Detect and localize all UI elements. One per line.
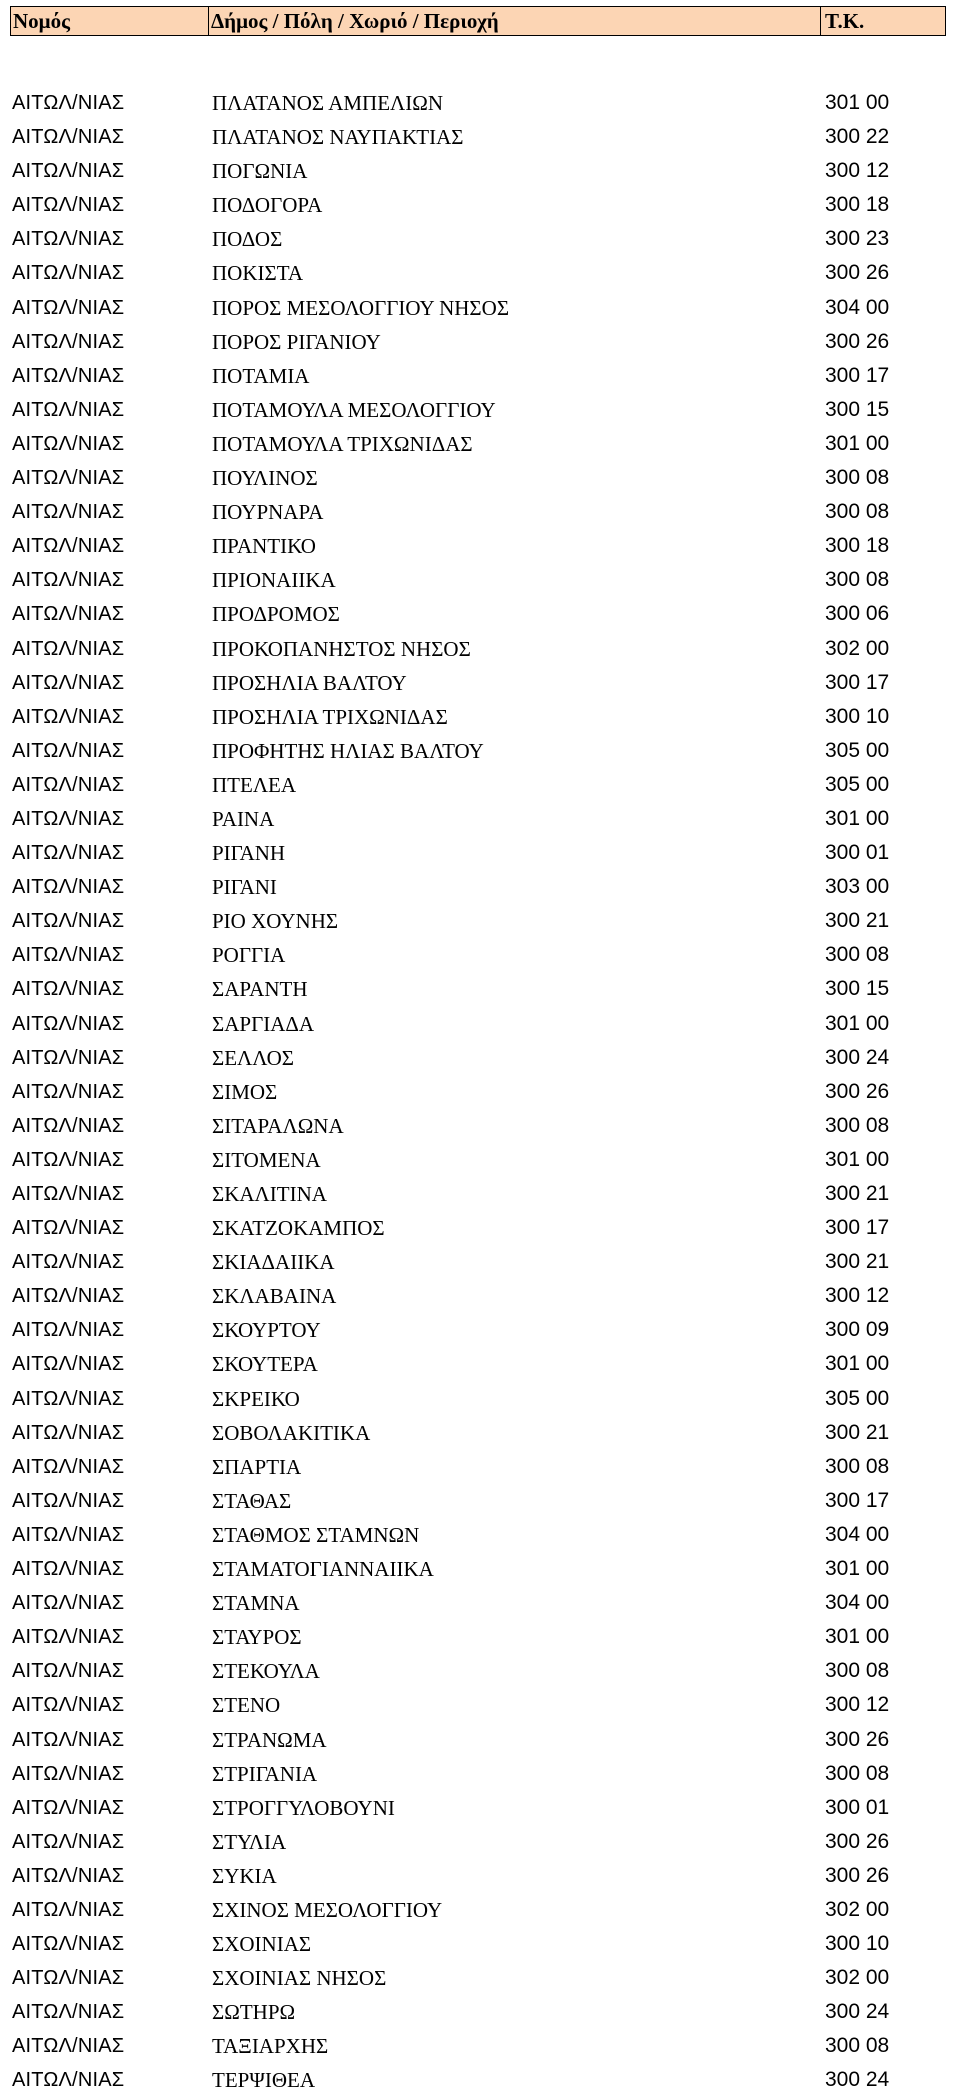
header-nomos: Νομός bbox=[11, 7, 209, 35]
cell-place: ΠΟΔΟΓΟΡΑ bbox=[212, 193, 323, 218]
cell-postal-code: 300 15 bbox=[825, 397, 890, 421]
table-row bbox=[0, 188, 960, 222]
cell-postal-code: 302 00 bbox=[825, 636, 890, 660]
cell-place: ΣΤΕΚΟΥΛΑ bbox=[212, 1659, 320, 1684]
cell-nomos: ΑΙΤΩΛ/ΝΙΑΣ bbox=[12, 1148, 125, 1171]
cell-place: ΣΚΑΤΖΟΚΑΜΠΟΣ bbox=[212, 1216, 385, 1241]
cell-nomos: ΑΙΤΩΛ/ΝΙΑΣ bbox=[12, 262, 125, 285]
cell-postal-code: 304 00 bbox=[825, 1591, 890, 1615]
table-row bbox=[0, 734, 960, 768]
table-row bbox=[0, 1245, 960, 1279]
cell-nomos: ΑΙΤΩΛ/ΝΙΑΣ bbox=[12, 705, 125, 728]
table-row bbox=[0, 1552, 960, 1586]
table-row bbox=[0, 1041, 960, 1075]
cell-postal-code: 301 00 bbox=[825, 806, 890, 830]
cell-nomos: ΑΙΤΩΛ/ΝΙΑΣ bbox=[12, 467, 125, 490]
table-row bbox=[0, 870, 960, 904]
table-row bbox=[0, 1825, 960, 1859]
table-row bbox=[0, 120, 960, 154]
table-row bbox=[0, 1177, 960, 1211]
cell-postal-code: 300 24 bbox=[825, 2068, 890, 2092]
table-row bbox=[0, 1961, 960, 1995]
table-row bbox=[0, 597, 960, 631]
cell-postal-code: 300 26 bbox=[825, 1079, 890, 1103]
cell-place: ΣΧΟΙΝΙΑΣ ΝΗΣΟΣ bbox=[212, 1966, 387, 1991]
cell-nomos: ΑΙΤΩΛ/ΝΙΑΣ bbox=[12, 842, 125, 865]
cell-postal-code: 301 00 bbox=[825, 1011, 890, 1035]
cell-nomos: ΑΙΤΩΛ/ΝΙΑΣ bbox=[12, 296, 125, 319]
cell-postal-code: 300 18 bbox=[825, 534, 890, 558]
cell-postal-code: 300 21 bbox=[825, 1250, 890, 1274]
cell-place: ΣΚΟΥΤΕΡΑ bbox=[212, 1352, 318, 1377]
cell-nomos: ΑΙΤΩΛ/ΝΙΑΣ bbox=[12, 228, 125, 251]
cell-place: ΠΟΤΑΜΟΥΛΑ ΜΕΣΟΛΟΓΓΙΟΥ bbox=[212, 397, 496, 422]
cell-place: ΣΚΡΕΙΚΟ bbox=[212, 1386, 300, 1411]
cell-nomos: ΑΙΤΩΛ/ΝΙΑΣ bbox=[12, 603, 125, 626]
cell-place: ΠΡΟΣΗΛΙΑ ΒΑΛΤΟΥ bbox=[212, 670, 407, 695]
table-row bbox=[0, 1279, 960, 1313]
cell-postal-code: 300 17 bbox=[825, 1216, 890, 1240]
cell-place: ΠΤΕΛΕΑ bbox=[212, 772, 297, 797]
cell-postal-code: 302 00 bbox=[825, 1897, 890, 1921]
cell-nomos: ΑΙΤΩΛ/ΝΙΑΣ bbox=[12, 1251, 125, 1274]
cell-postal-code: 300 23 bbox=[825, 227, 890, 251]
cell-postal-code: 300 26 bbox=[825, 1829, 890, 1853]
cell-postal-code: 300 06 bbox=[825, 602, 890, 626]
table-row bbox=[0, 461, 960, 495]
cell-nomos: ΑΙΤΩΛ/ΝΙΑΣ bbox=[12, 1489, 125, 1512]
cell-nomos: ΑΙΤΩΛ/ΝΙΑΣ bbox=[12, 2069, 125, 2092]
cell-place: ΠΟΔΟΣ bbox=[212, 227, 283, 252]
cell-place: ΡΟΓΓΙΑ bbox=[212, 943, 286, 968]
cell-nomos: ΑΙΤΩΛ/ΝΙΑΣ bbox=[12, 1898, 125, 1921]
cell-nomos: ΑΙΤΩΛ/ΝΙΑΣ bbox=[12, 1933, 125, 1956]
table-row bbox=[0, 1211, 960, 1245]
cell-postal-code: 300 08 bbox=[825, 466, 890, 490]
cell-nomos: ΑΙΤΩΛ/ΝΙΑΣ bbox=[12, 1967, 125, 1990]
table-row bbox=[0, 1688, 960, 1722]
cell-nomos: ΑΙΤΩΛ/ΝΙΑΣ bbox=[12, 1626, 125, 1649]
cell-nomos: ΑΙΤΩΛ/ΝΙΑΣ bbox=[12, 944, 125, 967]
cell-place: ΣΑΡΓΙΑΔΑ bbox=[212, 1011, 315, 1036]
cell-place: ΣΤΑΘΑΣ bbox=[212, 1488, 292, 1513]
cell-nomos: ΑΙΤΩΛ/ΝΙΑΣ bbox=[12, 126, 125, 149]
cell-postal-code: 301 00 bbox=[825, 1352, 890, 1376]
cell-postal-code: 300 12 bbox=[825, 1693, 890, 1717]
table-row bbox=[0, 1654, 960, 1688]
table-row bbox=[0, 1143, 960, 1177]
table-row bbox=[0, 768, 960, 802]
table-row bbox=[0, 1347, 960, 1381]
table-row bbox=[0, 495, 960, 529]
cell-postal-code: 300 09 bbox=[825, 1318, 890, 1342]
cell-place: ΠΡΙΟΝΑΙΙΚΑ bbox=[212, 568, 336, 593]
cell-place: ΠΡΟΚΟΠΑΝΗΣΤΟΣ ΝΗΣΟΣ bbox=[212, 636, 471, 661]
cell-place: ΠΡΟΦΗΤΗΣ ΗΛΙΑΣ ΒΑΛΤΟΥ bbox=[212, 738, 484, 763]
table-row bbox=[0, 1007, 960, 1041]
table-row bbox=[0, 529, 960, 563]
cell-postal-code: 300 18 bbox=[825, 193, 890, 217]
table-row bbox=[0, 700, 960, 734]
cell-postal-code: 304 00 bbox=[825, 1522, 890, 1546]
cell-nomos: ΑΙΤΩΛ/ΝΙΑΣ bbox=[12, 1864, 125, 1887]
cell-postal-code: 300 24 bbox=[825, 1045, 890, 1069]
cell-place: ΠΟΤΑΜΙΑ bbox=[212, 363, 310, 388]
cell-nomos: ΑΙΤΩΛ/ΝΙΑΣ bbox=[12, 1387, 125, 1410]
cell-postal-code: 300 12 bbox=[825, 1284, 890, 1308]
cell-place: ΣΚΑΛΙΤΙΝΑ bbox=[212, 1182, 327, 1206]
cell-nomos: ΑΙΤΩΛ/ΝΙΑΣ bbox=[12, 501, 125, 524]
cell-postal-code: 300 08 bbox=[825, 2034, 890, 2058]
cell-place: ΠΟΥΡΝΑΡΑ bbox=[212, 500, 324, 525]
cell-place: ΠΟΡΟΣ ΜΕΣΟΛΟΓΓΙΟΥ ΝΗΣΟΣ bbox=[212, 295, 510, 320]
cell-postal-code: 300 08 bbox=[825, 1761, 890, 1785]
table-row bbox=[0, 666, 960, 700]
cell-nomos: ΑΙΤΩΛ/ΝΙΑΣ bbox=[12, 1796, 125, 1819]
cell-postal-code: 300 21 bbox=[825, 1182, 890, 1205]
cell-place: ΡΙΓΑΝΗ bbox=[212, 841, 286, 866]
cell-place: ΤΑΞΙΑΡΧΗΣ bbox=[212, 2034, 329, 2059]
cell-postal-code: 300 17 bbox=[825, 1488, 890, 1512]
table-row bbox=[0, 222, 960, 256]
cell-nomos: ΑΙΤΩΛ/ΝΙΑΣ bbox=[12, 398, 125, 421]
cell-postal-code: 300 26 bbox=[825, 1727, 890, 1751]
table-row bbox=[0, 1313, 960, 1347]
cell-nomos: ΑΙΤΩΛ/ΝΙΑΣ bbox=[12, 1046, 125, 1069]
cell-place: ΣΤΑΘΜΟΣ ΣΤΑΜΝΩΝ bbox=[212, 1522, 420, 1547]
cell-nomos: ΑΙΤΩΛ/ΝΙΑΣ bbox=[12, 1421, 125, 1444]
cell-postal-code: 300 10 bbox=[825, 1932, 890, 1956]
cell-nomos: ΑΙΤΩΛ/ΝΙΑΣ bbox=[12, 1217, 125, 1240]
table-row bbox=[0, 1586, 960, 1620]
cell-postal-code: 300 15 bbox=[825, 977, 890, 1001]
cell-place: ΣΤΑΜΝΑ bbox=[212, 1591, 300, 1616]
table-row bbox=[0, 1723, 960, 1757]
cell-postal-code: 300 21 bbox=[825, 1420, 890, 1444]
cell-place: ΣΤΕΝΟ bbox=[212, 1693, 281, 1718]
cell-postal-code: 300 08 bbox=[825, 1454, 890, 1478]
table-row bbox=[0, 393, 960, 427]
cell-nomos: ΑΙΤΩΛ/ΝΙΑΣ bbox=[12, 194, 125, 217]
table-row bbox=[0, 1927, 960, 1961]
cell-nomos: ΑΙΤΩΛ/ΝΙΑΣ bbox=[12, 364, 125, 387]
cell-nomos: ΑΙΤΩΛ/ΝΙΑΣ bbox=[12, 1694, 125, 1717]
cell-postal-code: 300 08 bbox=[825, 568, 890, 592]
table-row bbox=[0, 2029, 960, 2063]
cell-postal-code: 304 00 bbox=[825, 295, 890, 319]
cell-nomos: ΑΙΤΩΛ/ΝΙΑΣ bbox=[12, 1830, 125, 1853]
cell-place: ΣΥΚΙΑ bbox=[212, 1863, 277, 1888]
table-row bbox=[0, 1450, 960, 1484]
cell-nomos: ΑΙΤΩΛ/ΝΙΑΣ bbox=[12, 160, 125, 183]
cell-nomos: ΑΙΤΩΛ/ΝΙΑΣ bbox=[12, 1762, 125, 1785]
header-place: Δήμος / Πόλη / Χωριό / Περιοχή bbox=[209, 7, 821, 35]
cell-place: ΠΟΥΛΙΝΟΣ bbox=[212, 466, 318, 491]
table-header bbox=[10, 6, 946, 36]
cell-nomos: ΑΙΤΩΛ/ΝΙΑΣ bbox=[12, 569, 125, 592]
cell-nomos: ΑΙΤΩΛ/ΝΙΑΣ bbox=[12, 1080, 125, 1103]
cell-postal-code: 300 10 bbox=[825, 704, 890, 728]
cell-place: ΣΚΟΥΡΤΟΥ bbox=[212, 1318, 321, 1343]
cell-nomos: ΑΙΤΩΛ/ΝΙΑΣ bbox=[12, 1728, 125, 1751]
table-row bbox=[0, 1791, 960, 1825]
cell-nomos: ΑΙΤΩΛ/ΝΙΑΣ bbox=[12, 535, 125, 558]
table-row bbox=[0, 1518, 960, 1552]
cell-place: ΣΙΤΑΡΑΛΩΝΑ bbox=[212, 1113, 344, 1138]
table-row bbox=[0, 1075, 960, 1109]
cell-nomos: ΑΙΤΩΛ/ΝΙΑΣ bbox=[12, 2035, 125, 2058]
table-row bbox=[0, 1995, 960, 2029]
table-row bbox=[0, 2063, 960, 2097]
cell-place: ΣΟΒΟΛΑΚΙΤΙΚΑ bbox=[212, 1420, 371, 1445]
cell-place: ΠΟΡΟΣ ΡΙΓΑΝΙΟΥ bbox=[212, 329, 381, 354]
cell-place: ΣΤΥΛΙΑ bbox=[212, 1829, 287, 1854]
cell-postal-code: 301 00 bbox=[825, 1625, 890, 1649]
table-row bbox=[0, 1109, 960, 1143]
table-row bbox=[0, 1893, 960, 1927]
cell-place: ΣΙΜΟΣ bbox=[212, 1079, 278, 1104]
table-body bbox=[0, 86, 960, 2098]
cell-place: ΣΚΛΑΒΑΙΝΑ bbox=[212, 1284, 337, 1309]
table-row bbox=[0, 1484, 960, 1518]
cell-place: ΡΙΓΑΝΙ bbox=[212, 875, 277, 900]
table-row bbox=[0, 427, 960, 461]
table-row bbox=[0, 836, 960, 870]
cell-place: ΣΤΡΙΓΑΝΙΑ bbox=[212, 1761, 318, 1786]
cell-place: ΠΡΑΝΤΙΚΟ bbox=[212, 534, 316, 559]
cell-nomos: ΑΙΤΩΛ/ΝΙΑΣ bbox=[12, 1012, 125, 1035]
cell-postal-code: 300 01 bbox=[825, 841, 890, 865]
table-row bbox=[0, 938, 960, 972]
cell-place: ΠΟΓΩΝΙΑ bbox=[212, 159, 308, 184]
cell-nomos: ΑΙΤΩΛ/ΝΙΑΣ bbox=[12, 1523, 125, 1546]
cell-nomos: ΑΙΤΩΛ/ΝΙΑΣ bbox=[12, 1285, 125, 1308]
cell-postal-code: 300 26 bbox=[825, 261, 890, 285]
cell-place: ΠΡΟΣΗΛΙΑ ΤΡΙΧΩΝΙΔΑΣ bbox=[212, 704, 448, 729]
cell-postal-code: 302 00 bbox=[825, 1966, 890, 1990]
cell-place: ΠΟΤΑΜΟΥΛΑ ΤΡΙΧΩΝΙΔΑΣ bbox=[212, 431, 473, 456]
table-row bbox=[0, 802, 960, 836]
cell-nomos: ΑΙΤΩΛ/ΝΙΑΣ bbox=[12, 1455, 125, 1478]
cell-nomos: ΑΙΤΩΛ/ΝΙΑΣ bbox=[12, 2001, 125, 2024]
table-row bbox=[0, 1382, 960, 1416]
cell-postal-code: 300 26 bbox=[825, 329, 890, 353]
cell-nomos: ΑΙΤΩΛ/ΝΙΑΣ bbox=[12, 910, 125, 933]
cell-postal-code: 305 00 bbox=[825, 738, 890, 762]
cell-postal-code: 303 00 bbox=[825, 875, 890, 899]
cell-postal-code: 300 22 bbox=[825, 125, 890, 149]
cell-postal-code: 301 00 bbox=[825, 1557, 890, 1581]
header-postal-code: Τ.Κ. bbox=[825, 8, 865, 33]
cell-place: ΠΡΟΔΡΟΜΟΣ bbox=[212, 602, 340, 627]
cell-nomos: ΑΙΤΩΛ/ΝΙΑΣ bbox=[12, 1660, 125, 1683]
cell-place: ΣΤΑΜΑΤΟΓΙΑΝΝΑΙΙΚΑ bbox=[212, 1557, 434, 1582]
cell-postal-code: 300 17 bbox=[825, 363, 890, 387]
cell-nomos: ΑΙΤΩΛ/ΝΙΑΣ bbox=[12, 1592, 125, 1615]
cell-place: ΣΠΑΡΤΙΑ bbox=[212, 1454, 302, 1479]
cell-nomos: ΑΙΤΩΛ/ΝΙΑΣ bbox=[12, 739, 125, 762]
cell-place: ΠΛΑΤΑΝΟΣ ΝΑΥΠΑΚΤΙΑΣ bbox=[212, 125, 464, 150]
cell-postal-code: 300 26 bbox=[825, 1863, 890, 1887]
cell-nomos: ΑΙΤΩΛ/ΝΙΑΣ bbox=[12, 671, 125, 694]
cell-nomos: ΑΙΤΩΛ/ΝΙΑΣ bbox=[12, 1114, 125, 1137]
cell-place: ΣΩΤΗΡΩ bbox=[212, 2000, 296, 2025]
cell-postal-code: 300 08 bbox=[825, 500, 890, 524]
table-row bbox=[0, 154, 960, 188]
table-row bbox=[0, 972, 960, 1006]
cell-nomos: ΑΙΤΩΛ/ΝΙΑΣ bbox=[12, 432, 125, 455]
table-row bbox=[0, 1416, 960, 1450]
cell-postal-code: 300 08 bbox=[825, 1659, 890, 1683]
table-row bbox=[0, 1757, 960, 1791]
cell-postal-code: 305 00 bbox=[825, 772, 890, 796]
cell-postal-code: 301 00 bbox=[825, 1147, 890, 1171]
cell-postal-code: 300 24 bbox=[825, 2000, 890, 2024]
table-row bbox=[0, 291, 960, 325]
table-row bbox=[0, 86, 960, 120]
cell-place: ΣΧΙΝΟΣ ΜΕΣΟΛΟΓΓΙΟΥ bbox=[212, 1897, 443, 1922]
cell-place: ΣΚΙΑΔΑΙΙΚΑ bbox=[212, 1250, 335, 1275]
table-row bbox=[0, 632, 960, 666]
cell-nomos: ΑΙΤΩΛ/ΝΙΑΣ bbox=[12, 1183, 125, 1205]
cell-place: ΡΙΟ ΧΟΥΝΗΣ bbox=[212, 909, 339, 934]
cell-postal-code: 300 21 bbox=[825, 909, 890, 933]
cell-place: ΣΧΟΙΝΙΑΣ bbox=[212, 1932, 312, 1957]
cell-nomos: ΑΙΤΩΛ/ΝΙΑΣ bbox=[12, 978, 125, 1001]
cell-place: ΠΛΑΤΑΝΟΣ ΑΜΠΕΛΙΩΝ bbox=[212, 91, 444, 115]
cell-postal-code: 305 00 bbox=[825, 1386, 890, 1410]
cell-postal-code: 300 17 bbox=[825, 670, 890, 694]
cell-postal-code: 300 12 bbox=[825, 159, 890, 183]
cell-place: ΣΑΡΑΝΤΗ bbox=[212, 977, 308, 1002]
table-row bbox=[0, 1620, 960, 1654]
cell-place: ΣΙΤΟΜΕΝΑ bbox=[212, 1147, 321, 1172]
cell-postal-code: 300 01 bbox=[825, 1795, 890, 1819]
cell-nomos: ΑΙΤΩΛ/ΝΙΑΣ bbox=[12, 330, 125, 353]
cell-nomos: ΑΙΤΩΛ/ΝΙΑΣ bbox=[12, 807, 125, 830]
cell-postal-code: 301 00 bbox=[825, 91, 890, 114]
cell-nomos: ΑΙΤΩΛ/ΝΙΑΣ bbox=[12, 773, 125, 796]
cell-place: ΣΕΛΛΟΣ bbox=[212, 1045, 295, 1070]
cell-postal-code: 300 08 bbox=[825, 943, 890, 967]
cell-nomos: ΑΙΤΩΛ/ΝΙΑΣ bbox=[12, 1558, 125, 1581]
cell-place: ΣΤΑΥΡΟΣ bbox=[212, 1625, 302, 1650]
table-row bbox=[0, 904, 960, 938]
cell-nomos: ΑΙΤΩΛ/ΝΙΑΣ bbox=[12, 876, 125, 899]
table-row bbox=[0, 256, 960, 290]
cell-place: ΡΑΙΝΑ bbox=[212, 806, 275, 831]
cell-place: ΤΕΡΨΙΘΕΑ bbox=[212, 2068, 315, 2093]
cell-nomos: ΑΙΤΩΛ/ΝΙΑΣ bbox=[12, 1319, 125, 1342]
cell-nomos: ΑΙΤΩΛ/ΝΙΑΣ bbox=[12, 1353, 125, 1376]
cell-postal-code: 300 08 bbox=[825, 1113, 890, 1137]
cell-place: ΣΤΡΟΓΓΥΛΟΒΟΥΝΙ bbox=[212, 1795, 395, 1820]
cell-nomos: ΑΙΤΩΛ/ΝΙΑΣ bbox=[12, 92, 125, 114]
cell-place: ΣΤΡΑΝΩΜΑ bbox=[212, 1727, 327, 1752]
cell-place: ΠΟΚΙΣΤΑ bbox=[212, 261, 304, 286]
table-row bbox=[0, 359, 960, 393]
table-row bbox=[0, 325, 960, 359]
table-row bbox=[0, 563, 960, 597]
cell-nomos: ΑΙΤΩΛ/ΝΙΑΣ bbox=[12, 637, 125, 660]
table-row bbox=[0, 1859, 960, 1893]
cell-postal-code: 301 00 bbox=[825, 431, 890, 455]
